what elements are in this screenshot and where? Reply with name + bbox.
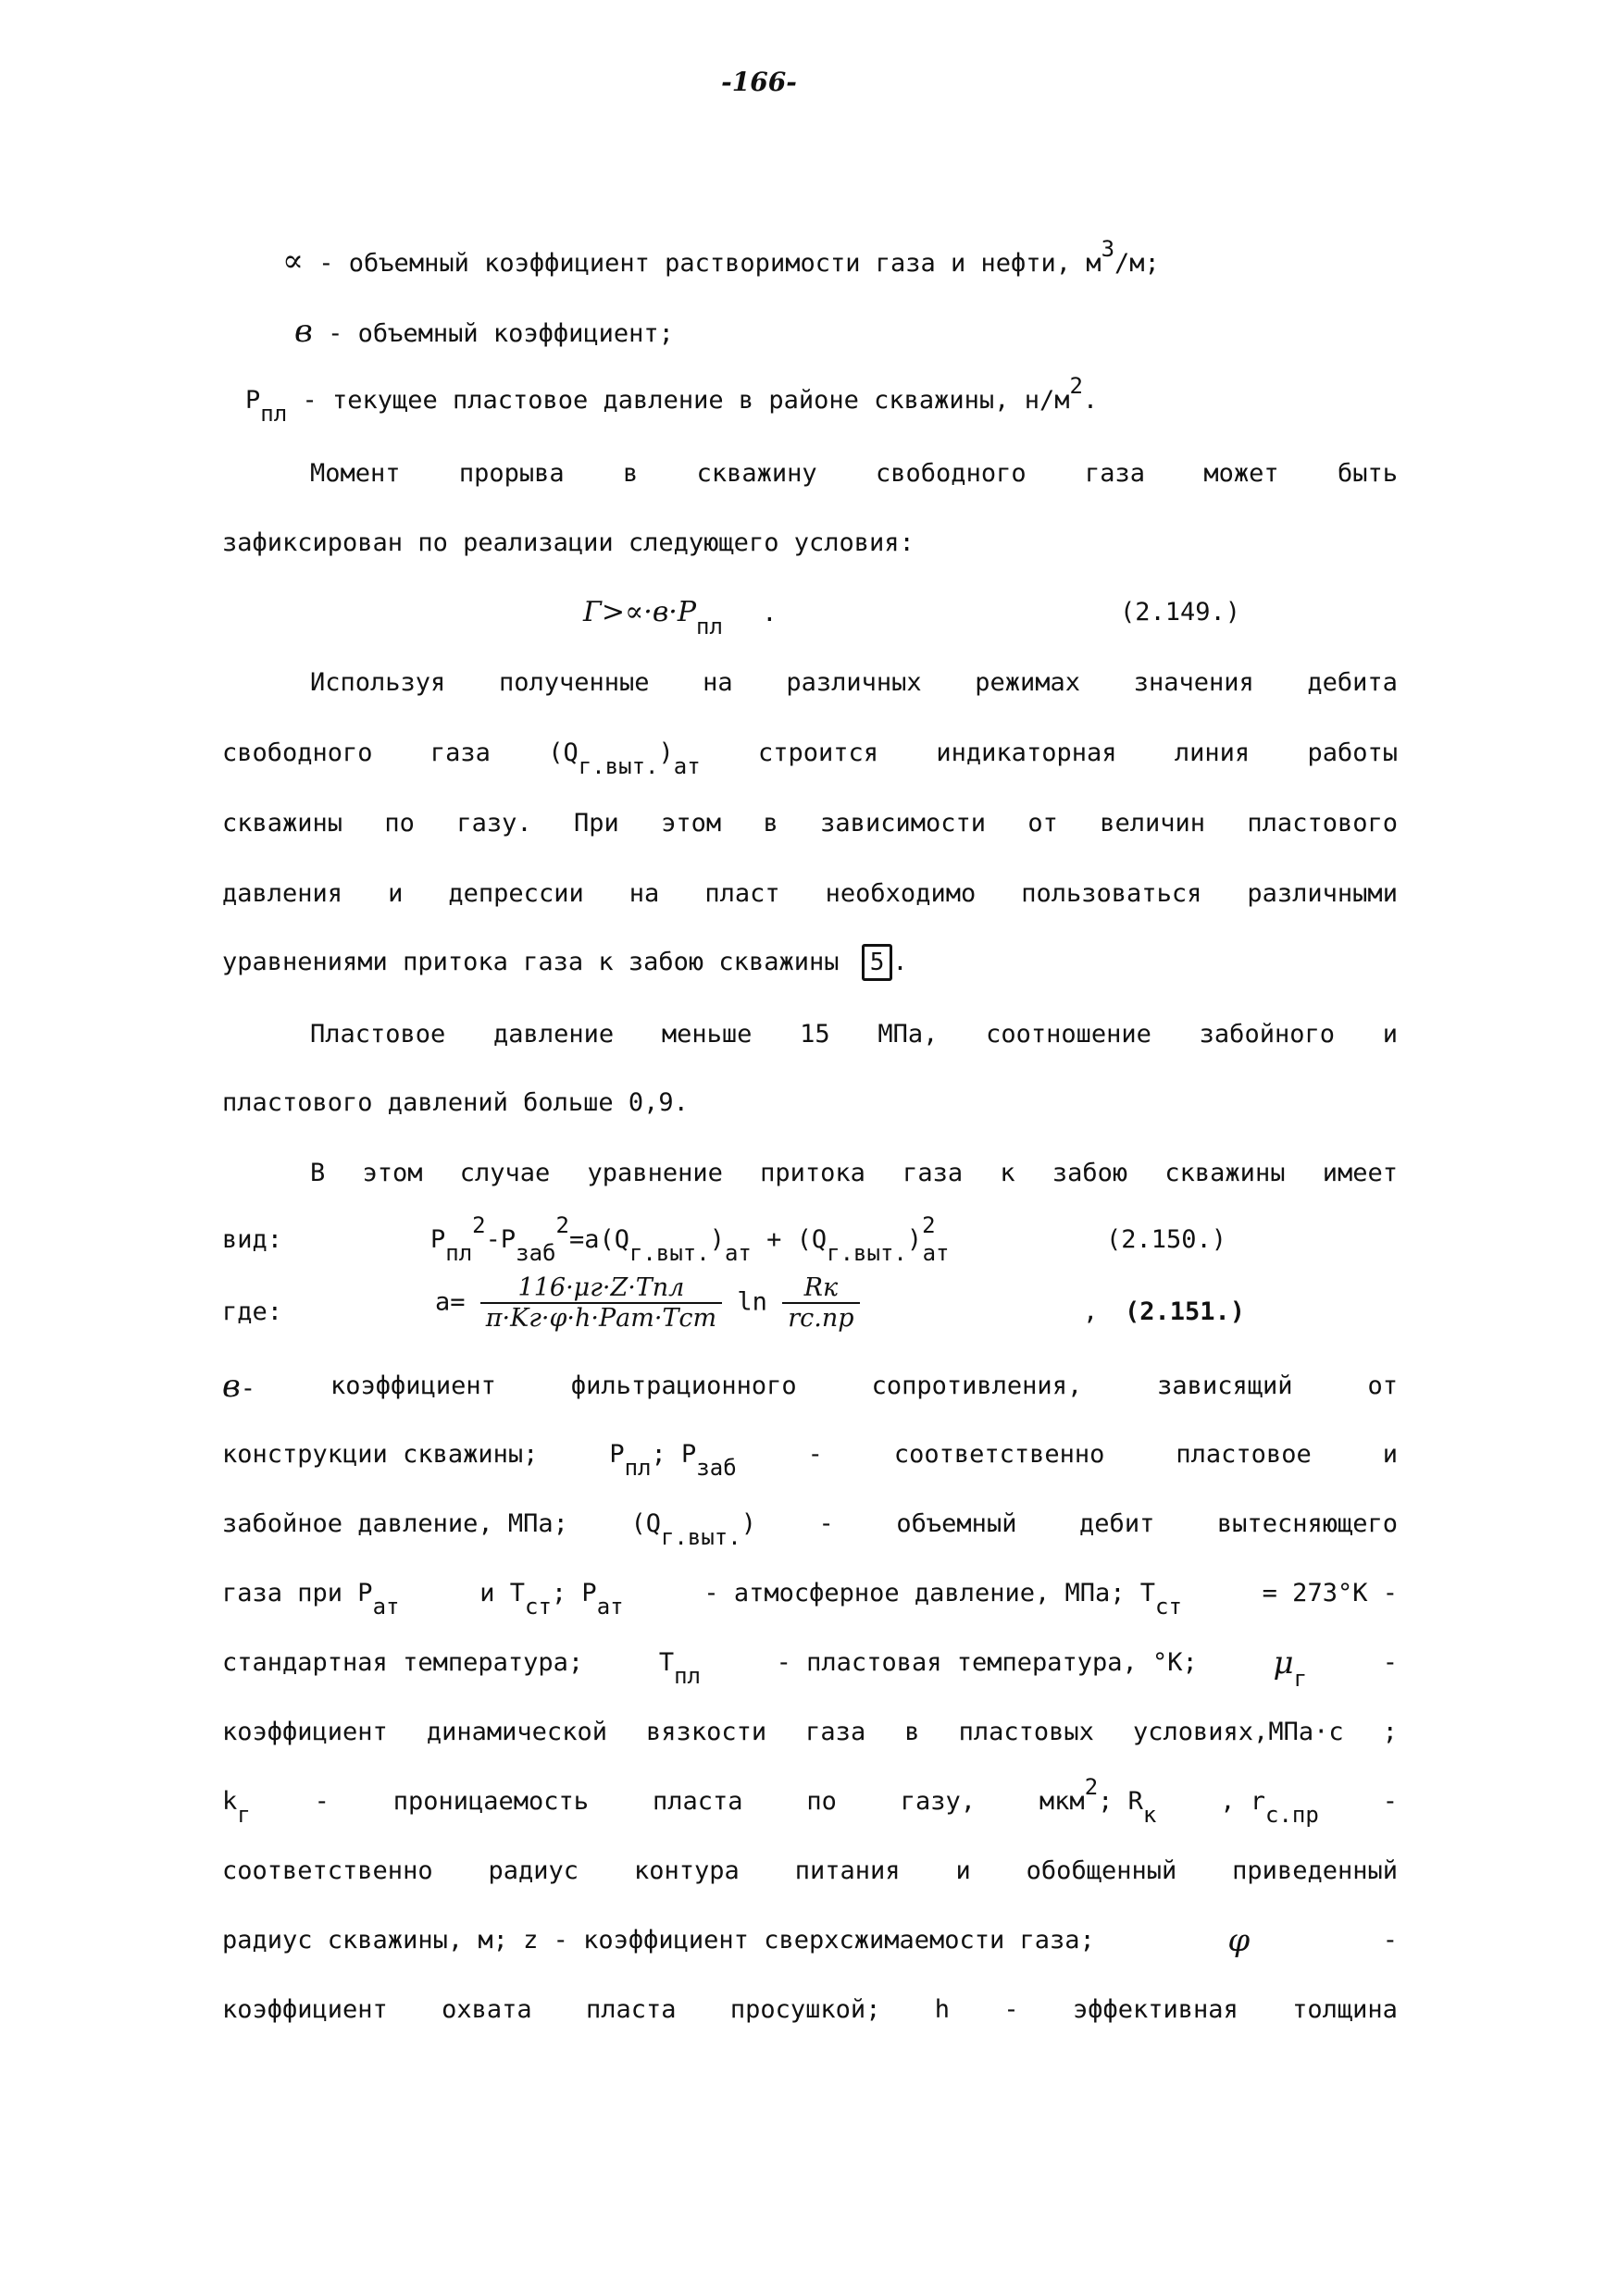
para5-line9 xyxy=(222,1922,1398,1959)
text-fragment: ат xyxy=(673,753,701,779)
para2-line4 xyxy=(222,875,1398,912)
text-fragment: эффективная xyxy=(1072,1995,1238,2024)
text-fragment: -P xyxy=(485,1225,517,1254)
text-fragment: условиях,МПа·с xyxy=(1133,1718,1344,1746)
text-fragment: стандартная температура; xyxy=(222,1648,584,1677)
text-fragment: прорыва xyxy=(458,459,565,488)
text-fragment: пластового xyxy=(1247,809,1398,838)
text-fragment: ) xyxy=(658,738,674,767)
text-fragment: 15 xyxy=(800,1020,830,1049)
text-fragment: пл xyxy=(624,1455,652,1481)
text-fragment: газа xyxy=(429,738,491,767)
text-fragment: пл xyxy=(260,401,288,427)
para3-line1 xyxy=(310,1016,1398,1053)
text-fragment: мкм xyxy=(1039,1787,1085,1816)
text-fragment: с.пр xyxy=(1265,1802,1319,1828)
para1-line2: зафиксирован по реализации следующего условия: xyxy=(222,528,915,557)
equation-number-2-150: (2.150.) xyxy=(1106,1225,1227,1254)
text-fragment: коэффициент xyxy=(222,1718,388,1746)
text-fragment: пл xyxy=(445,1240,473,1266)
text-fragment: свободного xyxy=(876,459,1027,488)
text-fragment: от xyxy=(1367,1371,1398,1400)
text-fragment: зависящий xyxy=(1157,1371,1293,1400)
text-fragment: этом xyxy=(661,809,722,838)
text-fragment: полученные xyxy=(498,668,650,697)
para2-line3 xyxy=(222,805,1398,842)
text-fragment: 2 xyxy=(922,1212,936,1238)
text-fragment: газа xyxy=(1084,459,1145,488)
text-fragment: ; P xyxy=(651,1440,697,1469)
text-fragment: P xyxy=(245,386,261,415)
para2-line2 xyxy=(222,735,1398,779)
text-fragment: контура xyxy=(634,1856,740,1885)
text-fragment: соответственно xyxy=(222,1856,433,1885)
text-fragment: ат xyxy=(372,1594,400,1620)
text-fragment: забою xyxy=(1052,1159,1128,1187)
text-fragment: - xyxy=(314,1787,330,1816)
text-fragment: π·Kг·φ·h·Pат·Tст xyxy=(485,1304,717,1333)
text-fragment: имеет xyxy=(1322,1159,1398,1187)
text-fragment: газа xyxy=(902,1159,964,1187)
p-text: - текущее пластовое давление в районе скважины, н/м xyxy=(302,386,1070,415)
text-fragment: ат xyxy=(724,1240,752,1266)
text-fragment: Rк xyxy=(782,1273,859,1304)
alpha-text: - объемный коэффициент растворимости газа и нефти, м xyxy=(318,249,1101,278)
text-fragment: МПа, xyxy=(877,1020,939,1049)
text-fragment: и T xyxy=(479,1579,525,1607)
text-fragment: газа xyxy=(805,1718,866,1746)
text-fragment: - xyxy=(1382,1787,1398,1816)
text-fragment: уравнениями притока газа к забою скважины xyxy=(222,948,840,976)
text-fragment: 2 xyxy=(472,1212,486,1238)
text-fragment: газа при P xyxy=(222,1579,373,1607)
alpha-symbol: ∝ xyxy=(282,242,305,279)
equation-2-150-label: вид: xyxy=(222,1225,283,1254)
text-fragment: значения xyxy=(1133,668,1254,697)
para5-line4 xyxy=(222,1575,1398,1620)
text-fragment: ст xyxy=(525,1594,552,1620)
text-fragment: В xyxy=(310,1159,326,1187)
text-fragment: в xyxy=(222,1368,241,1405)
text-fragment: - xyxy=(1382,1648,1398,1677)
text-fragment: a= xyxy=(435,1287,466,1317)
text-fragment: просушкой; xyxy=(729,1995,881,2024)
text-fragment: вязкости xyxy=(646,1718,767,1746)
text-fragment: радиус скважины, м; z - коэффициент сверхсжимаемости газа; xyxy=(222,1926,1095,1955)
b-symbol: в xyxy=(294,313,313,350)
text-fragment: толщина xyxy=(1292,1995,1398,2024)
text-fragment: дебита xyxy=(1307,668,1398,697)
text-fragment: - xyxy=(240,1374,256,1403)
text-fragment: быть xyxy=(1337,459,1398,488)
text-fragment: ) xyxy=(906,1225,923,1254)
text-fragment: заб xyxy=(516,1240,556,1266)
text-fragment: депрессии xyxy=(448,879,584,908)
equation-number-2-149: (2.149.) xyxy=(1120,598,1241,627)
text-fragment: . xyxy=(892,948,908,976)
para5-line10 xyxy=(222,1992,1398,2029)
text-fragment: ; xyxy=(1382,1718,1398,1746)
fraction-log xyxy=(782,1273,859,1333)
para2-line1 xyxy=(310,664,1398,701)
text-fragment: - xyxy=(1382,1926,1398,1955)
text-fragment: пл xyxy=(696,614,723,639)
text-fragment: 3 xyxy=(1101,236,1115,262)
text-fragment: и xyxy=(955,1856,971,1885)
page-number: -166- xyxy=(721,67,797,97)
text-fragment: Используя xyxy=(310,668,446,697)
text-fragment: газу. xyxy=(456,809,532,838)
text-fragment: охвата xyxy=(442,1995,532,2024)
text-fragment: конструкции скважины; xyxy=(222,1440,539,1469)
text-fragment: г xyxy=(1293,1666,1308,1692)
text-fragment: различными xyxy=(1247,879,1398,908)
equation-number-2-151: (2.151.) xyxy=(1125,1297,1246,1326)
text-fragment: соотношение xyxy=(986,1020,1151,1049)
text-fragment: φ xyxy=(1227,1922,1251,1959)
text-fragment: = 273°K - xyxy=(1262,1579,1398,1607)
text-fragment: 2 xyxy=(555,1212,569,1238)
text-fragment: скважины xyxy=(222,809,343,838)
para5-line3 xyxy=(222,1506,1398,1550)
text-fragment: и xyxy=(388,879,404,908)
text-fragment: и xyxy=(1382,1440,1398,1469)
text-fragment: ; P xyxy=(551,1579,597,1607)
para5-line6 xyxy=(222,1714,1398,1751)
text-fragment: P xyxy=(430,1225,446,1254)
equation-2-151-comma: , xyxy=(1083,1297,1099,1326)
text-fragment: индикаторная xyxy=(936,738,1117,767)
text-fragment: линия xyxy=(1174,738,1251,767)
para5-line1 xyxy=(222,1368,1398,1408)
para5-line8 xyxy=(222,1853,1398,1890)
text-fragment: . xyxy=(762,599,778,627)
text-fragment: г xyxy=(237,1802,251,1828)
para3-line2: пластового давлений больше 0,9. xyxy=(222,1088,689,1117)
text-fragment: P xyxy=(609,1440,625,1469)
text-fragment: - xyxy=(1003,1995,1019,2024)
text-fragment: пластовое xyxy=(1176,1440,1312,1469)
text-fragment: зависимости xyxy=(820,809,986,838)
text-fragment: обобщенный xyxy=(1026,1856,1177,1885)
text-fragment: и xyxy=(1382,1020,1398,1049)
text-fragment: радиус xyxy=(488,1856,579,1885)
text-fragment: на xyxy=(629,879,660,908)
fraction-main xyxy=(480,1273,722,1333)
text-fragment: пластовых xyxy=(958,1718,1094,1746)
text-fragment: в xyxy=(763,809,778,838)
text-fragment: г.выт. xyxy=(827,1240,907,1266)
text-fragment: по xyxy=(806,1787,837,1816)
text-fragment: h xyxy=(934,1995,951,2024)
equation-2-151 xyxy=(435,1273,860,1333)
text-fragment: объемный xyxy=(896,1509,1017,1538)
text-fragment: забойное давление, МПа; xyxy=(222,1509,568,1538)
text-fragment: давления xyxy=(222,879,343,908)
text-fragment: (Q xyxy=(630,1509,661,1538)
text-fragment: - атмосферное давление, МПа; T xyxy=(703,1579,1156,1607)
text-fragment: строится xyxy=(758,738,879,767)
text-fragment: + (Q xyxy=(766,1225,828,1254)
text-fragment: пласт xyxy=(704,879,780,908)
text-fragment: соответственно xyxy=(893,1440,1105,1469)
para2-line5 xyxy=(222,944,908,981)
text-fragment: на xyxy=(703,668,733,697)
text-fragment: дебит xyxy=(1079,1509,1155,1538)
text-fragment: k xyxy=(222,1787,238,1816)
equation-2-150 xyxy=(430,1212,950,1266)
para1-line1 xyxy=(310,455,1398,492)
text-fragment: ln xyxy=(737,1287,767,1317)
text-fragment: к xyxy=(1142,1802,1157,1828)
para5-line2 xyxy=(222,1436,1398,1481)
text-fragment: пл xyxy=(674,1663,701,1689)
text-fragment: 116·μг·Z·Tпл xyxy=(480,1273,722,1304)
text-fragment: скважину xyxy=(696,459,817,488)
text-fragment: величин xyxy=(1100,809,1206,838)
text-fragment: /м; xyxy=(1114,249,1160,278)
text-fragment: различных xyxy=(786,668,922,697)
text-fragment: газу, xyxy=(900,1787,977,1816)
text-fragment: приведенный xyxy=(1232,1856,1398,1885)
text-fragment: проницаемость xyxy=(392,1787,590,1816)
para4-line1 xyxy=(310,1155,1398,1192)
text-fragment: забойного xyxy=(1199,1020,1335,1049)
text-fragment: ат xyxy=(922,1240,950,1266)
text-fragment: г.выт. xyxy=(578,753,659,779)
reference-bracket: 5 xyxy=(862,944,893,981)
text-fragment: фильтрационного xyxy=(570,1371,797,1400)
text-fragment: необходимо xyxy=(825,879,977,908)
text-fragment: Пластовое xyxy=(310,1020,446,1049)
text-fragment: давление xyxy=(493,1020,615,1049)
equation-2-151-label: где: xyxy=(222,1297,283,1326)
text-fragment: пласта xyxy=(586,1995,677,2024)
text-fragment: μ xyxy=(1273,1644,1294,1682)
text-fragment: - пластовая температура, °K; xyxy=(776,1648,1198,1677)
text-fragment: коэффициент xyxy=(222,1995,388,2024)
text-fragment: заб xyxy=(696,1455,737,1481)
text-fragment: коэффициент xyxy=(330,1371,496,1400)
text-fragment: питания xyxy=(794,1856,901,1885)
text-fragment: пласта xyxy=(652,1787,743,1816)
text-fragment: скважины xyxy=(1164,1159,1286,1187)
text-fragment: - xyxy=(807,1440,823,1469)
equation-2-149 xyxy=(583,594,778,639)
p-definition xyxy=(245,373,1099,427)
text-fragment: в xyxy=(623,459,639,488)
text-fragment: ) xyxy=(709,1225,725,1254)
text-fragment: =a(Q xyxy=(568,1225,629,1254)
b-definition xyxy=(294,313,674,353)
text-fragment: ; R xyxy=(1098,1787,1143,1816)
text-fragment: меньше xyxy=(661,1020,753,1049)
text-fragment: г.выт. xyxy=(660,1524,741,1550)
text-fragment: - xyxy=(818,1509,834,1538)
text-fragment: . xyxy=(1082,386,1099,415)
text-fragment: г.выт. xyxy=(629,1240,710,1266)
text-fragment: динамической xyxy=(426,1718,607,1746)
text-fragment: 2 xyxy=(1084,1774,1099,1800)
text-fragment: этом xyxy=(362,1159,423,1187)
b-text: - объемный коэффициент; xyxy=(328,319,674,348)
text-fragment: режимах xyxy=(975,668,1081,697)
text-fragment: сопротивления, xyxy=(871,1371,1083,1400)
text-fragment: в xyxy=(904,1718,920,1746)
text-fragment: притока xyxy=(760,1159,865,1187)
text-fragment: , r xyxy=(1220,1787,1266,1816)
text-fragment: ) xyxy=(741,1509,756,1538)
text-fragment: к xyxy=(1000,1159,1015,1187)
text-fragment: пользоваться xyxy=(1021,879,1202,908)
text-fragment: rс.пр xyxy=(788,1304,854,1333)
text-fragment: (Q xyxy=(548,738,579,767)
text-fragment: по xyxy=(384,809,415,838)
text-fragment: может xyxy=(1203,459,1279,488)
text-fragment: 2 xyxy=(1069,373,1083,399)
text-fragment: уравнение xyxy=(587,1159,723,1187)
alpha-definition xyxy=(282,236,1160,282)
text-fragment: свободного xyxy=(222,738,373,767)
text-fragment: ат xyxy=(596,1594,624,1620)
text-fragment: работы xyxy=(1307,738,1398,767)
text-fragment: При xyxy=(573,809,619,838)
text-fragment: Г>∝·в·P xyxy=(583,596,697,628)
text-fragment: ст xyxy=(1155,1594,1182,1620)
text-fragment: Момент xyxy=(310,459,401,488)
para5-line5 xyxy=(222,1644,1398,1692)
text-fragment: вытесняющего xyxy=(1216,1509,1398,1538)
para5-line7 xyxy=(222,1774,1398,1828)
text-fragment: T xyxy=(658,1648,675,1677)
text-fragment: от xyxy=(1027,809,1058,838)
text-fragment: случае xyxy=(459,1159,551,1187)
